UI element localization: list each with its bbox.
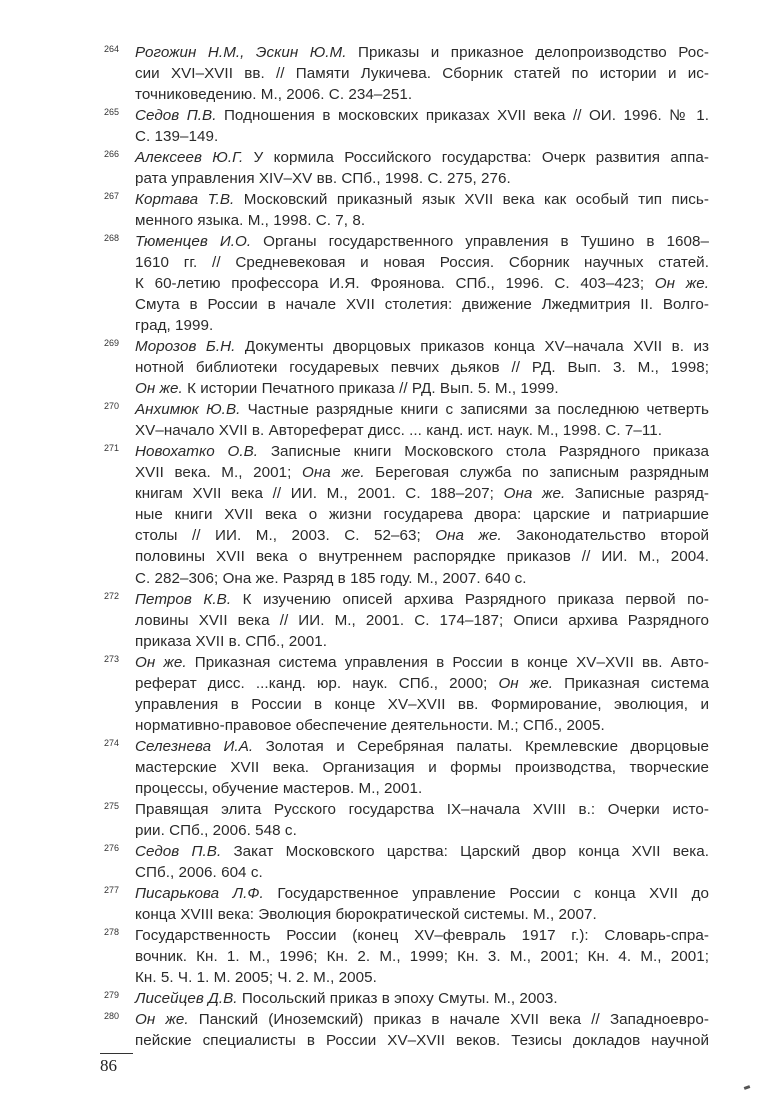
footnote-line xyxy=(135,610,709,631)
footnote-line xyxy=(135,462,709,483)
footnote-line xyxy=(135,252,709,273)
footnote-line xyxy=(135,504,709,525)
footnote-line xyxy=(135,399,709,420)
author-name: Писарькова Л.Ф. xyxy=(135,885,264,903)
citation-text: Документы дворцовых приказов конца XV–начала XVII в. из xyxy=(235,338,709,356)
footnote-line xyxy=(135,568,709,589)
citation-text: Смута в России в начале XVII столетия: движение Лжедмитрия II. Волго- xyxy=(135,295,709,313)
scan-mark xyxy=(744,1085,751,1090)
citation-text: Законодательство второй xyxy=(501,527,709,545)
author-name: Селезнева И.А. xyxy=(135,737,254,755)
citation-text: ные книги XVII века о жизни государева двора: царские и патриаршие xyxy=(135,506,709,524)
citation-text: Посольский приказ в эпоху Смуты. М., 2003. xyxy=(237,990,558,1008)
footnote-number: 267 xyxy=(104,190,120,201)
citation-text: Органы государственного управления в Тушино в 1608– xyxy=(251,232,709,250)
footnote-line xyxy=(135,525,709,546)
footnote-line xyxy=(135,799,709,820)
footnote-line xyxy=(135,294,709,315)
author-name: Кортава Т.В. xyxy=(135,190,235,208)
author-name: Он же. xyxy=(135,1011,189,1029)
citation-text: град, 1999. xyxy=(135,317,214,335)
author-name: Петров К.В. xyxy=(135,590,232,608)
citation-text: Закат Московского царства: Царский двор конца XVII века. xyxy=(221,843,710,861)
citation-text: книгам XVII века // ИИ. М., 2001. С. 188–207; xyxy=(135,485,504,503)
footnote-line xyxy=(135,126,709,147)
citation-text: Правящая элита Русского государства IX–начала XVIII в.: Очерки исто- xyxy=(135,800,709,818)
author-name: Она же. xyxy=(301,464,365,482)
footnote-line xyxy=(135,778,709,799)
footnote-line xyxy=(135,967,709,988)
footnote-number: 279 xyxy=(104,990,120,1001)
footnote-line xyxy=(135,168,709,189)
citation-text: Московский приказный язык XVII века как особый тип пись- xyxy=(234,190,709,208)
author-name: Алексеев Ю.Г. xyxy=(135,148,244,166)
footnote-number: 278 xyxy=(104,927,120,938)
footnote-number: 276 xyxy=(104,843,120,854)
footnote-number: 273 xyxy=(104,653,120,664)
citation-text: Кн. 5. Ч. 1. М. 2005; Ч. 2. М., 2005. xyxy=(135,969,377,987)
author-name: Она же. xyxy=(503,485,566,503)
footnote-line xyxy=(135,84,709,105)
citation-text: У кормила Российского государства: Очерк развития аппа- xyxy=(243,148,710,166)
citation-text: XV–начало XVII в. Автореферат дисс. ... канд. ист. наук. М., 1998. С. 7–11. xyxy=(135,422,663,440)
citation-text: Береговая служба по записным разрядным xyxy=(364,464,709,482)
citation-text: приказа XVII в. СПб., 2001. xyxy=(135,632,328,650)
author-name: Седов П.В. xyxy=(135,106,217,124)
citation-text: пейские специалисты в России XV–XVII веков. Тезисы докладов научной xyxy=(135,1032,709,1050)
footnote-line xyxy=(135,715,709,736)
footnote-number: 275 xyxy=(104,800,120,811)
author-name: Морозов Б.Н. xyxy=(135,338,236,356)
citation-text: сии XVI–XVII вв. // Памяти Лукичева. Сборник статей по истории и ис- xyxy=(135,64,709,82)
footer-rule xyxy=(100,1053,133,1054)
footnote-number: 269 xyxy=(104,338,120,349)
footnote-number: 280 xyxy=(104,1011,120,1022)
footnote-line xyxy=(135,820,709,841)
citation-text: 1610 гг. // Средневековая и новая Россия. Сборник научных статей. xyxy=(135,253,709,271)
citation-text: Приказная система управления в России в конце XV–XVII вв. Авто- xyxy=(186,653,709,671)
author-name: Он же. xyxy=(135,380,183,398)
footnote-line xyxy=(135,883,709,904)
citation-text: Записные разряд- xyxy=(565,485,709,503)
footnote-line xyxy=(135,105,709,126)
footnote-line xyxy=(135,1009,709,1030)
citation-text: XVII века. М., 2001; xyxy=(135,464,302,482)
footnote-line xyxy=(135,652,709,673)
footnote-line xyxy=(135,378,709,399)
citation-text: менного языка. М., 1998. С. 7, 8. xyxy=(135,211,366,229)
footnote-line xyxy=(135,673,709,694)
author-name: Тюменцев И.О. xyxy=(135,232,252,250)
footnote-line xyxy=(135,210,709,231)
page-number: 86 xyxy=(100,1056,117,1075)
footnote-line xyxy=(135,736,709,757)
footnote-number: 271 xyxy=(104,443,120,454)
citation-text: нормативно-правовое обеспечение деятельности. М.; СПб., 2005. xyxy=(135,716,605,734)
footnote-number: 277 xyxy=(104,885,120,896)
footnote-line xyxy=(135,757,709,778)
citation-text: Записные книги Московского стола Разрядного приказа xyxy=(258,443,709,461)
footnote-line xyxy=(135,63,709,84)
footnote-line xyxy=(135,147,709,168)
footnote-line xyxy=(135,357,709,378)
footnote-line xyxy=(135,231,709,252)
footnote-number: 272 xyxy=(104,590,120,601)
author-name: Он же. xyxy=(135,653,187,671)
footnote-line xyxy=(135,589,709,610)
citation-text: столы // ИИ. М., 2003. С. 52–63; xyxy=(135,527,436,545)
citation-text: рата управления XIV–XV вв. СПб., 1998. С. 275, 276. xyxy=(135,169,511,187)
citation-text: Приказы и приказное делопроизводство Рос- xyxy=(346,43,710,61)
footnote-line xyxy=(135,946,709,967)
citation-text: К истории Печатного приказа // РД. Вып. 5. М., 1999. xyxy=(182,380,559,398)
footnote-line xyxy=(135,315,709,336)
footnote-line xyxy=(135,42,709,63)
footnote-number: 265 xyxy=(104,106,120,117)
footnote-line xyxy=(135,631,709,652)
citation-text: Золотая и Серебряная палаты. Кремлевские дворцовые xyxy=(253,737,709,755)
citation-text: Государственность России (конец XV–февраль 1917 г.): Словарь-спра- xyxy=(135,927,709,945)
author-name: Лисейцев Д.В. xyxy=(135,990,238,1008)
citation-text: Государственное управление России с конца XVII до xyxy=(263,885,709,903)
citation-text: нотной библиотеки государевых певчих дьяков // РД. Вып. 3. М., 1998; xyxy=(135,359,709,377)
footnote-line xyxy=(135,546,709,567)
citation-text: процессы, обучение мастеров. М., 2001. xyxy=(135,779,423,797)
footnote-line xyxy=(135,420,709,441)
citation-text: вочник. Кн. 1. М., 1996; Кн. 2. М., 1999; Кн. 3. М., 2001; Кн. 4. М., 2001; xyxy=(135,948,709,966)
citation-text: Приказная система xyxy=(553,674,709,692)
citation-text: Частные разрядные книги с записями за последнюю четверть xyxy=(240,401,709,419)
citation-text: половины XVII века о внутреннем распорядке приказов // ИИ. М., 2004. xyxy=(135,548,709,566)
footnote-line xyxy=(135,862,709,883)
footnote-line xyxy=(135,925,709,946)
citation-text: реферат дисс. ...канд. юр. наук. СПб., 2000; xyxy=(135,674,499,692)
author-name: Седов П.В. xyxy=(135,843,222,861)
author-name: Анхимюк Ю.В. xyxy=(135,401,241,419)
citation-text: С. 139–149. xyxy=(135,127,219,145)
citation-text: управления в России в конце XV–XVII вв. Формирование, эволюция, и xyxy=(135,695,709,713)
footnote-number: 264 xyxy=(104,43,120,54)
footnote-number: 270 xyxy=(104,401,120,412)
citation-text: рии. СПб., 2006. 548 с. xyxy=(135,821,297,839)
citation-text: ловины XVII века // ИИ. М., 2001. С. 174–187; Описи архива Разрядного xyxy=(135,611,709,629)
footnote-line xyxy=(135,273,709,294)
footnote-number: 266 xyxy=(104,148,120,159)
citation-text: К 60-летию профессора И.Я. Фроянова. СПб., 1996. С. 403–423; xyxy=(135,274,655,292)
footnote-number: 268 xyxy=(104,232,120,243)
citation-text: конца XVIII века: Эволюция бюрократической системы. М., 2007. xyxy=(135,906,597,924)
author-name: Он же. xyxy=(654,274,709,292)
citation-text: К изучению описей архива Разрядного приказа первой по- xyxy=(231,590,709,608)
citation-text: СПб., 2006. 604 с. xyxy=(135,864,263,882)
footnote-line xyxy=(135,189,709,210)
footnote-line xyxy=(135,441,709,462)
author-name: Новохатко О.В. xyxy=(135,443,259,461)
footnote-line xyxy=(135,841,709,862)
citation-text: Подношения в московских приказах XVII века // ОИ. 1996. № 1. xyxy=(216,106,709,124)
footnote-line xyxy=(135,483,709,504)
author-name: Рогожин Н.М., Эскин Ю.М. xyxy=(135,43,347,61)
footnote-line xyxy=(135,1030,709,1051)
footnote-line xyxy=(135,336,709,357)
citation-text: Панский (Иноземский) приказ в начале XVII века // Западноевро- xyxy=(188,1011,709,1029)
footnote-line xyxy=(135,904,709,925)
footnote-line xyxy=(135,694,709,715)
footnote-number: 274 xyxy=(104,737,120,748)
citation-text: точниковедению. М., 2006. С. 234–251. xyxy=(135,85,413,103)
author-name: Она же. xyxy=(435,527,502,545)
citation-text: С. 282–306; Она же. Разряд в 185 году. М., 2007. 640 с. xyxy=(135,569,527,587)
footnote-line xyxy=(135,988,709,1009)
citation-text: мастерские XVII века. Организация и формы производства, творческие xyxy=(135,758,709,776)
author-name: Он же. xyxy=(498,674,554,692)
